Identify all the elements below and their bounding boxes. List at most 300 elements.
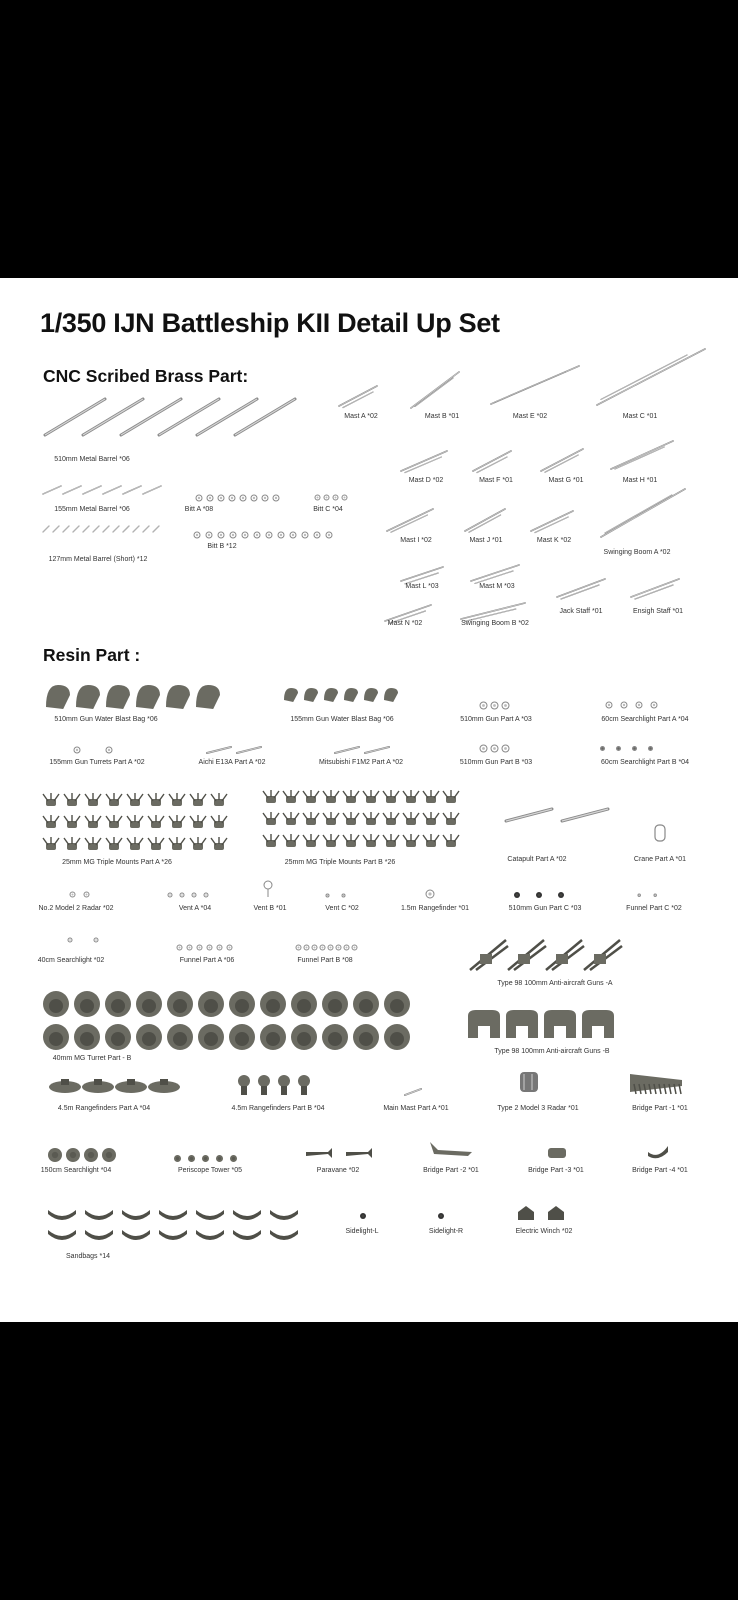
mg25-triple-a [147,793,165,807]
barrel-510 [234,398,296,436]
bitt-b [216,530,226,540]
aichi-e13a [206,746,232,754]
mg25-triple-b [302,812,320,826]
searchlight-60-a [604,700,614,710]
mg25-triple-b [322,790,340,804]
periscope-tower [186,1153,197,1164]
mg25-triple-a [63,837,81,851]
blast-bag-155 [302,686,320,704]
mg25-triple-a [84,815,102,829]
boom-b-label: Swinging Boom B *02 [461,620,529,627]
bitt-b [312,530,322,540]
gun-part-510-a-label: 510mm Gun Part A *03 [460,716,532,723]
barrel-155 [82,485,102,495]
mg25-triple-b [402,790,420,804]
mg25-triple-a [126,793,144,807]
barrel-155-label: 155mm Metal Barrel *06 [54,506,130,513]
aa-gun-98-b [466,1008,502,1040]
mg40-turret [73,990,101,1018]
mg40-turret [259,1023,287,1051]
mg40-turret [104,990,132,1018]
mg40-turret [321,990,349,1018]
mg40-turret [228,990,256,1018]
ensign-staff [634,584,674,600]
blast-bag-155 [382,686,400,704]
bitt-a [205,493,215,503]
mast-i [390,514,428,533]
searchlight-60-b [646,744,655,753]
funnel-a [205,943,214,952]
mast-n-label: Mast N *02 [387,620,423,627]
mg25-triple-a [189,815,207,829]
barrel-127 [132,525,140,533]
mg25-triple-b [442,834,460,848]
sandbag [157,1208,189,1220]
barrel-127 [122,525,130,533]
bitt-a [194,493,204,503]
mg25-triple-b [282,790,300,804]
gun-part-510-b [500,743,511,754]
turret-155 [72,745,82,755]
mg40-turret [197,1023,225,1051]
resin-section-heading: Resin Part : [43,645,141,665]
mg25-triple-b [402,834,420,848]
mg40-turret [135,1023,163,1051]
bitt-b [228,530,238,540]
mg25-triple-a [84,793,102,807]
mg25-triple-b [322,834,340,848]
mast-d-label: Mast D *02 [408,477,444,484]
searchlight-150 [100,1146,118,1164]
mg40-turret [73,1023,101,1051]
funnel-a [225,943,234,952]
jack-staff-label: Jack Staff *01 [559,608,603,615]
mg25-triple-a [105,815,123,829]
aichi-e13a [236,746,262,754]
sidelight-r [436,1211,446,1221]
electric-winch [546,1204,566,1222]
bridge-part-4-label: Bridge Part -4 *01 [632,1167,688,1174]
periscope-tower [172,1153,183,1164]
mg40-turret [352,990,380,1018]
sandbag [194,1228,226,1240]
gun-part-510-b [489,743,500,754]
vent-c [324,892,331,899]
mg25-triple-b [422,834,440,848]
mg40-turret [166,1023,194,1051]
rangefinder-45-b-label: 4.5m Rangefinders Part B *04 [231,1105,325,1112]
mg25-triple-a [42,793,60,807]
searchlight-60-b [614,744,623,753]
mg25-triple-a [105,793,123,807]
mast-a [342,391,374,409]
aa-gun-98-b [542,1008,578,1040]
blast-bag-155 [322,686,340,704]
sandbag [120,1208,152,1220]
barrel-127 [42,525,50,533]
bitt-c [331,493,340,502]
boom-a [604,494,673,534]
mg25-triple-b-label: 25mm MG Triple Mounts Part B *26 [284,859,396,866]
main-mast-a [404,1088,422,1096]
funnel-c-label: Funnel Part C *02 [626,905,682,912]
sandbag [83,1228,115,1240]
bitt-b [252,530,262,540]
bitt-b-label: Bitt B *12 [207,543,237,550]
rangefinder-45-b [276,1074,292,1096]
barrel-127 [152,525,160,533]
funnel-a [215,943,224,952]
parts-sheet [0,278,738,1322]
mg25-triple-b [442,790,460,804]
barrel-155 [62,485,82,495]
bitt-c [340,493,349,502]
barrel-127 [52,525,60,533]
mg25-triple-a [126,837,144,851]
rangefinder-45-b [256,1074,272,1096]
mg25-triple-a [105,837,123,851]
mg25-triple-b [302,790,320,804]
aa-gun-98-b [580,1008,616,1040]
mg25-triple-a [189,793,207,807]
searchlight-40 [92,936,100,944]
mg25-triple-a [126,815,144,829]
mg25-triple-a [63,793,81,807]
barrel-127-label: 127mm Metal Barrel (Short) *12 [48,556,148,563]
mast-d [404,456,442,474]
barrel-155 [102,485,122,495]
rangefinder-45-b [236,1074,252,1096]
sandbag [120,1228,152,1240]
mitsubishi-f1m2 [334,746,360,754]
barrel-155 [122,485,142,495]
blast-bag-510 [134,683,162,711]
mast-g [544,454,579,473]
barrel-127 [82,525,90,533]
mg25-triple-b [422,790,440,804]
mg25-triple-b [342,812,360,826]
bitt-a [260,493,270,503]
mg25-triple-b [382,812,400,826]
mast-l-label: Mast L *03 [405,583,439,590]
bitt-c [313,493,322,502]
rangefinder-15 [424,888,436,900]
vent-a [190,891,198,899]
gun-part-510-a [478,700,489,711]
mg25-triple-b [342,834,360,848]
mast-b [414,377,454,407]
funnel-c [652,892,658,898]
blast-bag-155 [282,686,300,704]
electric-winch-label: Electric Winch *02 [515,1228,573,1235]
mg40-turret [104,1023,132,1051]
gun-part-510-c-label: 510mm Gun Part C *03 [508,905,582,912]
sandbag [46,1208,78,1220]
periscope-tower [200,1153,211,1164]
mg25-triple-b [382,834,400,848]
mg40-turret [290,990,318,1018]
barrel-510-label: 510mm Metal Barrel *06 [54,456,130,463]
paravane [304,1146,334,1160]
vent-c [340,892,347,899]
blast-bag-510 [44,683,72,711]
searchlight-60-b [598,744,607,753]
bridge-part-3 [546,1146,568,1160]
mast-e-label: Mast E *02 [512,413,548,420]
mg25-triple-a [168,793,186,807]
mg25-triple-b [282,812,300,826]
periscope-tower-label: Periscope Tower *05 [177,1167,243,1174]
sandbags-label: Sandbags *14 [66,1253,110,1260]
blast-bag-155 [342,686,360,704]
gun-part-510-c [556,890,566,900]
catapult-a [561,808,609,822]
mg25-triple-a [63,815,81,829]
mast-j-label: Mast J *01 [469,537,503,544]
blast-bag-510-label: 510mm Gun Water Blast Bag *06 [54,716,158,723]
mg25-triple-b [442,812,460,826]
mg40-turret [197,990,225,1018]
searchlight-60-b [630,744,639,753]
bitt-c [322,493,331,502]
searchlight-60-a-label: 60cm Searchlight Part A *04 [601,716,689,723]
mg40-turret [383,1023,411,1051]
blast-bag-510 [74,683,102,711]
jack-staff [560,584,600,600]
mg25-triple-b [342,790,360,804]
catapult-a-label: Catapult Part A *02 [507,856,567,863]
barrel-127 [102,525,110,533]
bitt-a [227,493,237,503]
mg25-triple-b [362,790,380,804]
sandbag [194,1208,226,1220]
periscope-tower [228,1153,239,1164]
mg25-triple-b [322,812,340,826]
aichi-e13a-label: Aichi E13A Part A *02 [198,759,266,766]
searchlight-40-label: 40cm Searchlight *02 [37,957,105,964]
searchlight-150 [46,1146,64,1164]
mast-e [494,371,566,403]
mg25-triple-b [382,790,400,804]
aa-gun-98-a [580,938,624,972]
ensign-staff-label: Ensigh Staff *01 [632,608,684,615]
barrel-127 [72,525,80,533]
blast-bag-155 [362,686,380,704]
bitt-b [192,530,202,540]
mg40-turret [42,1023,70,1051]
boom-a-label: Swinging Boom A *02 [603,549,671,556]
searchlight-60-a [649,700,659,710]
searchlight-150 [82,1146,100,1164]
rangefinder-45-b [296,1074,312,1096]
sandbag [231,1208,263,1220]
mg40-turret [259,990,287,1018]
mg25-triple-a [210,793,228,807]
periscope-tower [214,1153,225,1164]
mast-c-label: Mast C *01 [622,413,658,420]
sandbag [157,1228,189,1240]
mast-h-label: Mast H *01 [622,477,658,484]
mg25-triple-a [84,837,102,851]
bitt-b [240,530,250,540]
mitsubishi-f1m2 [364,746,390,754]
crane-a-label: Crane Part A *01 [633,856,687,863]
rangefinder-45-a [81,1078,115,1094]
gun-part-510-b [478,743,489,754]
mg40-turret [228,1023,256,1051]
vent-b [262,880,274,898]
mast-h [614,446,665,470]
mg40-turret-label: 40mm MG Turret Part - B [52,1055,132,1062]
catapult-a [505,808,553,822]
bitt-b [276,530,286,540]
bitt-b [324,530,334,540]
bridge-part-2-label: Bridge Part -2 *01 [423,1167,479,1174]
sandbag [231,1228,263,1240]
aa-gun-98-b-label: Type 98 100mm Anti-aircraft Guns -B [494,1048,610,1055]
mg25-triple-b [262,812,280,826]
mg25-triple-a [147,815,165,829]
barrel-127 [142,525,150,533]
sandbag [268,1228,300,1240]
radar-no2-label: No.2 Model 2 Radar *02 [38,905,114,912]
mast-k [534,516,569,534]
bitt-c-label: Bitt C *04 [313,506,343,513]
mast-g-label: Mast G *01 [548,477,584,484]
mg25-triple-b [362,834,380,848]
mg25-triple-a [168,815,186,829]
bitt-a [271,493,281,503]
mitsubishi-f1m2-label: Mitsubishi F1M2 Part A *02 [318,759,404,766]
rangefinder-45-a [147,1078,181,1094]
electric-winch [516,1204,536,1222]
mast-k-label: Mast K *02 [536,537,572,544]
mg25-triple-a [42,815,60,829]
gun-part-510-a [500,700,511,711]
mg25-triple-a-label: 25mm MG Triple Mounts Part A *26 [62,859,172,866]
searchlight-60-a [619,700,629,710]
mg40-turret [352,1023,380,1051]
barrel-127 [112,525,120,533]
page-title: 1/350 IJN Battleship KII Detail Up Set [40,308,500,338]
barrel-155 [142,485,162,495]
mg25-triple-a [168,837,186,851]
searchlight-150 [64,1146,82,1164]
searchlight-60-b-label: 60cm Searchlight Part B *04 [601,759,689,766]
bridge-part-3-label: Bridge Part -3 *01 [528,1167,584,1174]
radar-type2-label: Type 2 Model 3 Radar *01 [497,1105,579,1112]
mast-b-label: Mast B *01 [424,413,460,420]
sandbag [83,1208,115,1220]
mg25-triple-b [422,812,440,826]
radar-no2 [68,890,77,899]
mast-f [476,456,508,474]
mg25-triple-b [262,834,280,848]
gun-part-510-a [489,700,500,711]
funnel-a [175,943,184,952]
bitt-b [300,530,310,540]
mg40-turret [135,990,163,1018]
vent-a [202,891,210,899]
bitt-b [264,530,274,540]
blast-bag-510 [164,683,192,711]
bitt-a-label: Bitt A *08 [184,506,214,513]
mg25-triple-a [147,837,165,851]
barrel-127 [62,525,70,533]
funnel-b-label: Funnel Part B *08 [297,957,353,964]
sidelight-l-label: Sidelight-L [345,1228,379,1235]
searchlight-40 [66,936,74,944]
bitt-a [216,493,226,503]
rangefinder-15-label: 1.5m Rangefinder *01 [400,905,470,912]
mg25-triple-b [402,812,420,826]
turret-155-label: 155mm Gun Turrets Part A *02 [49,759,145,766]
mg25-triple-b [302,834,320,848]
mg25-triple-a [210,837,228,851]
bridge-part-2 [428,1140,474,1160]
mg25-triple-b [362,812,380,826]
bridge-part-4 [646,1144,670,1158]
funnel-a [185,943,194,952]
brass-section-heading: CNC Scribed Brass Part: [43,366,249,386]
aa-gun-98-a-label: Type 98 100mm Anti-aircraft Guns -A [497,980,613,987]
rangefinder-45-a [114,1078,148,1094]
funnel-a [195,943,204,952]
mg25-triple-a [42,837,60,851]
funnel-a-label: Funnel Part A *06 [179,957,235,964]
rangefinder-45-a [48,1078,82,1094]
sidelight-l [358,1211,368,1221]
bitt-b [288,530,298,540]
vent-a [178,891,186,899]
gun-part-510-b-label: 510mm Gun Part B *03 [459,759,533,766]
mg40-turret [42,990,70,1018]
mast-f-label: Mast F *01 [479,477,513,484]
paravane [344,1146,374,1160]
rangefinder-45-a-label: 4.5m Rangefinders Part A *04 [57,1105,151,1112]
sidelight-r-label: Sidelight-R [428,1228,464,1235]
funnel-b [350,943,359,952]
barrel-155 [42,485,62,495]
blast-bag-510 [194,683,222,711]
vent-b-label: Vent B *01 [253,905,287,912]
barrel-127 [92,525,100,533]
mast-j [468,514,502,533]
aa-gun-98-b [504,1008,540,1040]
turret-155 [104,745,114,755]
vent-c-label: Vent C *02 [325,905,359,912]
mg25-triple-a [210,815,228,829]
mg25-triple-b [262,790,280,804]
mg25-triple-a [189,837,207,851]
mast-m-label: Mast M *03 [479,583,515,590]
vent-a [166,891,174,899]
radar-type2 [518,1070,540,1096]
vent-a-label: Vent A *04 [178,905,212,912]
mg40-turret [166,990,194,1018]
blast-bag-155-label: 155mm Gun Water Blast Bag *06 [290,716,394,723]
sandbag [46,1228,78,1240]
bitt-b [204,530,214,540]
mg40-turret [321,1023,349,1051]
mg40-turret [290,1023,318,1051]
main-mast-a-label: Main Mast Part A *01 [383,1105,449,1112]
mast-a-label: Mast A *02 [344,413,378,420]
paravane-label: Paravane *02 [316,1167,360,1174]
bitt-a [238,493,248,503]
bridge-part-1-label: Bridge Part -1 *01 [632,1105,688,1112]
bitt-a [249,493,259,503]
